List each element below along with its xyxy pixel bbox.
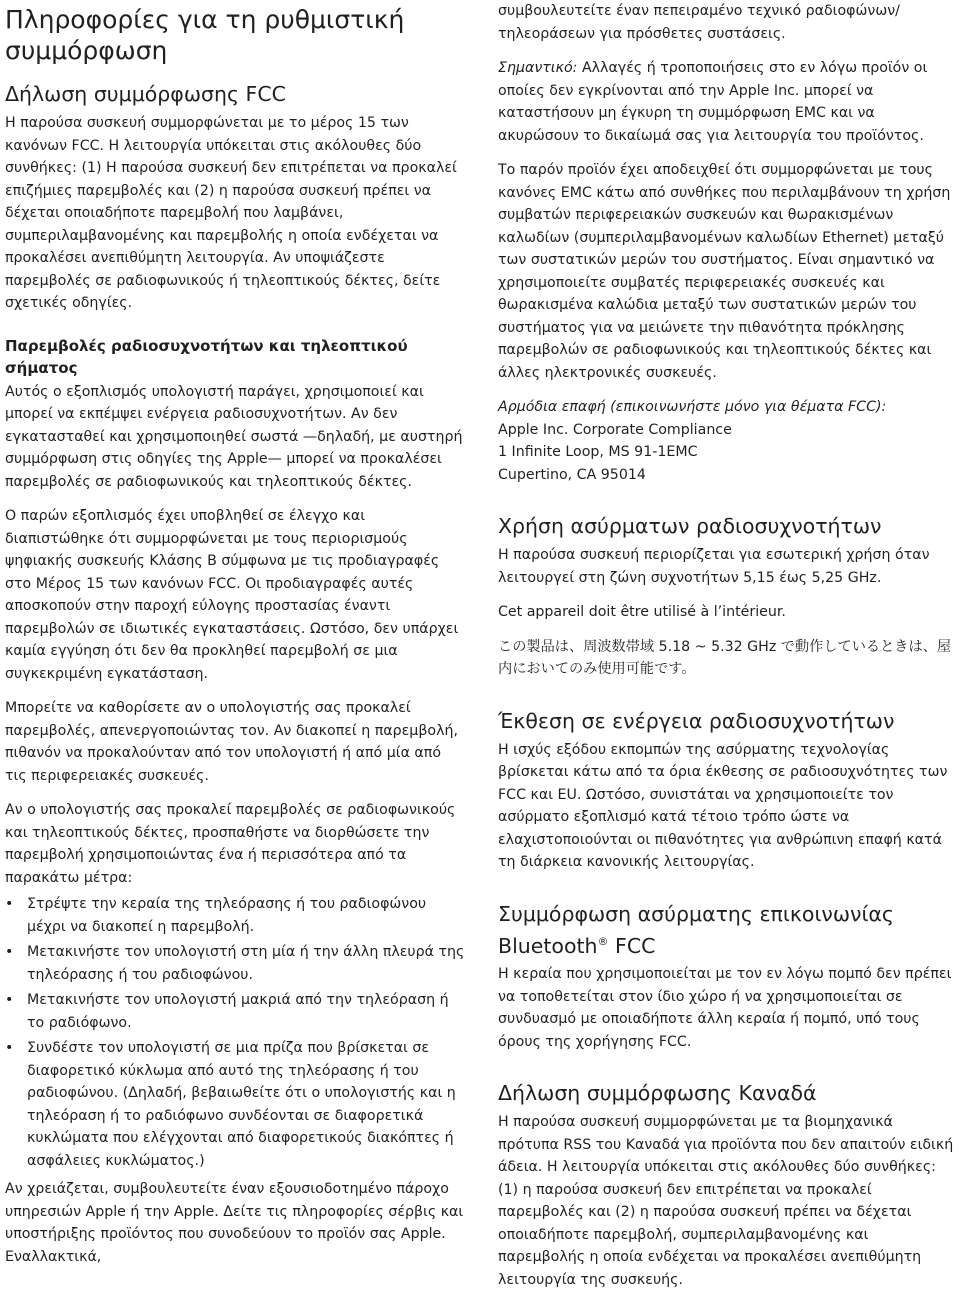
bluetooth-heading: Συμμόρφωση ασύρματης επικοινωνίας Bluetooth® FCC xyxy=(498,901,894,958)
wireless-heading: Χρήση ασύρματων ραδιοσυχνοτήτων xyxy=(498,514,882,538)
right-column xyxy=(498,0,956,1303)
list-item: • Στρέψτε την κεραία της τηλεόρασης ή του ραδιοφώνου μέχρι να διακοπεί η παρεμβολή. xyxy=(5,893,467,938)
bullet-icon: • xyxy=(5,944,14,960)
list-item: • Συνδέστε τον υπολογιστή σε μια πρίζα που βρίσκεται σε διαφορετικό κύκλωμα από αυτό της τηλεόρασης ή του ραδιοφώνου. (Δηλαδή, βεβαιωθείτε ότι ο υπολογιστής και η τηλεόραση ή το ραδιόφωνο συνδέονται σε διαφορετικά κυκλώματα που ελέγχονται από διαφορετικούς διακόπτες ή ασφάλειες κυκλώματος.) xyxy=(5,1037,467,1172)
canada-paragraph: Η παρούσα συσκευή συμμορφώνεται με τα βιομηχανικά πρότυπα RSS του Καναδά για προϊόντα που δεν απαιτούν ειδική άδεια. Η λειτουργία υπόκειται στις ακόλουθες δύο συνθήκες: (1) η παρούσα συσκευή δεν επιτρέπεται να προκαλεί παρεμβολές και (2) η παρούσα συσκευή πρέπει να δέχεται οποιαδήποτε παρεμβολή, συμπεριλαμβανομένης και παρεμβολής η οποία ενδέχεται να προκαλέσει ανεπιθύμητη λειτουργία της συσκευής. xyxy=(498,1114,954,1288)
important-paragraph xyxy=(498,57,956,147)
continued-paragraph: συμβουλευτείτε έναν πεπειραμένο τεχνικό ραδιοφώνων/τηλεοράσεων για πρόσθετες συστάσεις. xyxy=(498,3,900,42)
measures-list xyxy=(5,893,467,1172)
contact-line: 1 Infinite Loop, MS 91-1EMC xyxy=(498,444,698,460)
fcc-heading: Δήλωση συμμόρφωσης FCC xyxy=(5,82,286,106)
interference-paragraph-2: Ο παρών εξοπλισμός έχει υποβληθεί σε έλεγχο και διαπιστώθηκε ότι συμμορφώνεται με τους περιορισμούς ψηφιακής συσκευής Κλάσης B σύμφωνα με τις προδιαγραφές στο Μέρος 15 των κανόνων FCC. Οι προδιαγραφές αυτές αποσκοπούν στην παροχή εύλογης προστασίας έναντι παρεμβολών σε ιδιωτικές εγκαταστάσεις. Ωστόσο, δεν υπάρχει καμία εγγύηση ότι δεν θα προκληθεί παρεμβολή σε μια συγκεκριμένη εγκατάσταση. xyxy=(5,508,459,682)
bullet-icon: • xyxy=(5,1040,14,1056)
left-column xyxy=(5,0,467,1280)
important-text: Αλλαγές ή τροποποιήσεις στο εν λόγω προϊόν οι οποίες δεν εγκρίνονται από την Apple Inc. μπορεί να καταστήσουν μη έγκυρη τη συμμόρφωση EMC και να ακυρώσουν το δικαίωμά σας για λειτουργία του προϊόντος. xyxy=(498,60,928,144)
list-item: • Μετακινήστε τον υπολογιστή μακριά από την τηλεόραση ή το ραδιόφωνο. xyxy=(5,989,467,1034)
french-paragraph: Cet appareil doit être utilisé à l’intérieur. xyxy=(498,604,786,620)
contact-label: Αρμόδια επαφή (επικοινωνήστε μόνο για θέματα FCC): xyxy=(498,399,887,415)
bluetooth-paragraph: Η κεραία που χρησιμοποιείται με τον εν λόγω πομπό δεν πρέπει να τοποθετείται στον ίδιο χώρο ή να χρησιμοποιείται σε συνδυασμό με οποιαδήποτε άλλη κεραία ή πομπό, υπό τους όρους της χορήγησης FCC. xyxy=(498,966,952,1050)
exposure-paragraph: Η ισχύς εξόδου εκπομπών της ασύρματης τεχνολογίας βρίσκεται κάτω από τα όρια έκθεσης σε ραδιοσυχνότητες των FCC και EU. Ωστόσο, συνιστάται να χρησιμοποιείτε τον ασύρματο εξοπλισμό κατά τέτοιο τρόπο ώστε να ελαχιστοποιούνται οι πιθανότητες για ανθρώπινη επαφή κατά τη διάρκεια κανονικής λειτουργίας. xyxy=(498,741,948,870)
bullet-icon: • xyxy=(5,896,14,912)
contact-line: Apple Inc. Corporate Compliance xyxy=(498,421,732,438)
interference-heading: Παρεμβολές ραδιοσυχνοτήτων και τηλεοπτικού σήματος xyxy=(5,336,408,377)
list-item: • Μετακινήστε τον υπολογιστή στη μία ή την άλλη πλευρά της τηλεόρασης ή του ραδιοφώνου. xyxy=(5,941,467,986)
interference-paragraph-3: Μπορείτε να καθορίσετε αν ο υπολογιστής σας προκαλεί παρεμβολές, απενεργοποιώντας τον. Αν διακοπεί η παρεμβολή, πιθανόν να προκαλούνταν από τον υπολογιστή ή από μία από τις περιφερειακές συσκευές. xyxy=(5,700,458,784)
interference-paragraph-4: Αν ο υπολογιστής σας προκαλεί παρεμβολές σε ραδιοφωνικούς και τηλεοπτικούς δέκτες, προσπαθήστε να διορθώσετε την παρεμβολή χρησιμοποιώντας ένα ή περισσότερα από τα παρακάτω μέτρα: xyxy=(5,802,456,886)
fcc-paragraph: Η παρούσα συσκευή συμμορφώνεται με το μέρος 15 των κανόνων FCC. Η λειτουργία υπόκειται στις ακόλουθες δύο συνθήκες: (1) Η παρούσα συσκευή δεν επιτρέπεται να προκαλεί επιζήμιες παρεμβολές και (2) η παρούσα συσκευή πρέπει να δέχεται οποιαδήποτε παρεμβολή που λαμβάνει, συμπεριλαμβανομένης και παρεμβολής η οποία ενδέχεται να προκαλέσει ανεπιθύμητη λειτουργία. Αν υποψιάζεστε παρεμβολές σε ραδιοφωνικούς ή τηλεοπτικούς δέκτες, δείτε σχετικές οδηγίες. xyxy=(5,115,457,311)
contact-line: Cupertino, CA 95014 xyxy=(498,466,646,483)
emc-paragraph: Το παρόν προϊόν έχει αποδειχθεί ότι συμμορφώνεται με τους κανόνες EMC κάτω από συνθήκες που περιλαμβάνουν τη χρήση συμβατών περιφερειακών συσκευών και θωρακισμένων καλωδίων (συμπεριλαμβανομένων καλωδίων Ethernet) μεταξύ των συστατικών μερών του συστήματος. Είναι σημαντικό να χρησιμοποιείτε συμβατές περιφερειακές συσκευές και θωρακισμένα καλώδια μεταξύ των συστατικών μερών του συστήματος για να μειώνετε την πιθανότητα πρόκλησης παρεμβολών σε ραδιοφωνικούς και τηλεοπτικούς δέκτες και άλλες ηλεκτρονικές συσκευές. xyxy=(498,162,951,381)
canada-heading: Δήλωση συμμόρφωσης Καναδά xyxy=(498,1081,817,1106)
bullet-icon: • xyxy=(5,992,14,1008)
interference-paragraph-1: Αυτός ο εξοπλισμός υπολογιστή παράγει, χρησιμοποιεί και μπορεί να εκπέμψει ενέργεια ραδιοσυχνοτήτων. Αν δεν εγκατασταθεί και χρησιμοποιηθεί σωστά —δηλαδή, με αυστηρή συμμόρφωση στις οδηγίες της Apple— μπορεί να προκαλέσει παρεμβολές σε ραδιοφωνικούς και τηλεοπτικούς δέκτες. xyxy=(5,383,463,490)
exposure-heading: Έκθεση σε ενέργεια ραδιοσυχνοτήτων xyxy=(498,708,895,733)
japanese-paragraph: この製品は、周波数帯域 5.18 ~ 5.32 GHz で動作しているときは、屋内においてのみ使用可能です。 xyxy=(498,638,952,677)
wireless-paragraph: Η παρούσα συσκευή περιορίζεται για εσωτερική χρήση όταν λειτουργεί στη ζώνη συχνοτήτων 5,15 έως 5,25 GHz. xyxy=(498,547,930,586)
page-title: Πληροφορίες για τη ρυθμιστική συμμόρφωση xyxy=(5,5,405,65)
important-label: Σημαντικό: xyxy=(498,60,578,76)
service-paragraph: Αν χρειάζεται, συμβουλευτείτε έναν εξουσιοδοτημένο πάροχο υπηρεσιών Apple ή την Apple. Δείτε τις πληροφορίες σέρβις και υποστήριξης προϊόντος που συνοδεύουν το προϊόν σας Apple. Εναλλακτικά, xyxy=(5,1181,464,1265)
